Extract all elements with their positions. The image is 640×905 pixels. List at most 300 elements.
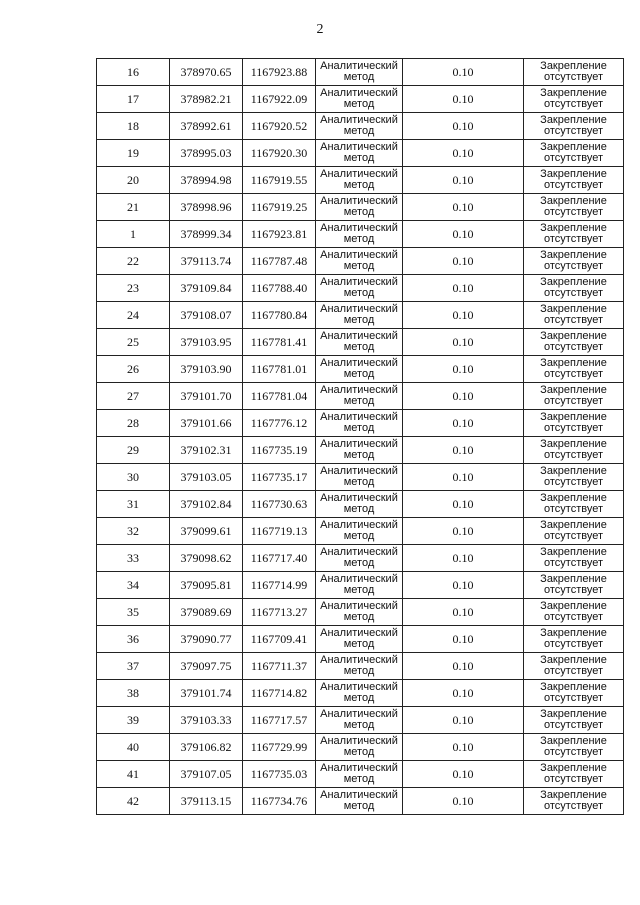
y-coordinate-cell: 1167920.52 — [243, 113, 316, 140]
table-row — [97, 707, 624, 734]
y-coordinate-cell: 1167734.76 — [243, 788, 316, 815]
method-line-1: Аналитический — [320, 276, 398, 288]
method-line-2: метод — [343, 638, 375, 650]
method-line-1: Аналитический — [320, 249, 398, 261]
fixing-line-2: отсутствует — [543, 719, 603, 731]
method-cell — [316, 680, 403, 707]
fixing-cell — [524, 194, 624, 221]
point-number-cell: 20 — [97, 167, 170, 194]
fixing-line-2: отсутствует — [543, 692, 603, 704]
x-coordinate-cell: 379108.07 — [170, 302, 243, 329]
method-cell — [316, 248, 403, 275]
fixing-line-2: отсутствует — [543, 368, 603, 380]
point-number-cell: 33 — [97, 545, 170, 572]
fixing-cell — [524, 275, 624, 302]
method-cell — [316, 491, 403, 518]
fixing-line-2: отсутствует — [543, 341, 603, 353]
fixing-line-2: отсутствует — [543, 638, 603, 650]
fixing-cell — [524, 626, 624, 653]
y-coordinate-cell: 1167719.13 — [243, 518, 316, 545]
y-coordinate-cell: 1167776.12 — [243, 410, 316, 437]
table-row — [97, 167, 624, 194]
accuracy-cell: 0.10 — [403, 599, 524, 626]
y-coordinate-cell: 1167735.03 — [243, 761, 316, 788]
method-line-1: Аналитический — [320, 465, 398, 477]
fixing-cell — [524, 356, 624, 383]
table-row — [97, 653, 624, 680]
method-line-1: Аналитический — [320, 519, 398, 531]
table-row — [97, 410, 624, 437]
fixing-line-1: Закрепление — [540, 87, 607, 99]
fixing-line-2: отсутствует — [543, 449, 603, 461]
fixing-cell — [524, 140, 624, 167]
fixing-line-1: Закрепление — [540, 654, 607, 666]
fixing-cell — [524, 59, 624, 86]
fixing-line-1: Закрепление — [540, 168, 607, 180]
point-number-cell: 30 — [97, 464, 170, 491]
fixing-line-2: отсутствует — [543, 584, 603, 596]
accuracy-cell: 0.10 — [403, 437, 524, 464]
y-coordinate-cell: 1167735.17 — [243, 464, 316, 491]
x-coordinate-cell: 379107.05 — [170, 761, 243, 788]
method-cell — [316, 410, 403, 437]
accuracy-cell: 0.10 — [403, 464, 524, 491]
method-cell — [316, 302, 403, 329]
method-cell — [316, 194, 403, 221]
x-coordinate-cell: 379098.62 — [170, 545, 243, 572]
y-coordinate-cell: 1167922.09 — [243, 86, 316, 113]
table-row — [97, 302, 624, 329]
fixing-line-2: отсутствует — [543, 800, 603, 812]
x-coordinate-cell: 379102.84 — [170, 491, 243, 518]
x-coordinate-cell: 378994.98 — [170, 167, 243, 194]
fixing-cell — [524, 248, 624, 275]
fixing-line-2: отсутствует — [543, 206, 603, 218]
fixing-cell — [524, 410, 624, 437]
accuracy-cell: 0.10 — [403, 86, 524, 113]
y-coordinate-cell: 1167919.55 — [243, 167, 316, 194]
fixing-cell — [524, 383, 624, 410]
point-number-cell: 41 — [97, 761, 170, 788]
method-line-2: метод — [343, 368, 375, 380]
y-coordinate-cell: 1167729.99 — [243, 734, 316, 761]
method-line-2: метод — [343, 206, 375, 218]
point-number-cell: 16 — [97, 59, 170, 86]
fixing-cell — [524, 464, 624, 491]
x-coordinate-cell: 379109.84 — [170, 275, 243, 302]
y-coordinate-cell: 1167923.81 — [243, 221, 316, 248]
x-coordinate-cell: 378998.96 — [170, 194, 243, 221]
accuracy-cell: 0.10 — [403, 518, 524, 545]
method-line-1: Аналитический — [320, 789, 398, 801]
x-coordinate-cell: 378982.21 — [170, 86, 243, 113]
table-row — [97, 788, 624, 815]
fixing-line-1: Закрепление — [540, 627, 607, 639]
method-line-1: Аналитический — [320, 708, 398, 720]
fixing-line-1: Закрепление — [540, 681, 607, 693]
fixing-line-2: отсутствует — [543, 125, 603, 137]
method-line-2: метод — [343, 503, 375, 515]
fixing-cell — [524, 329, 624, 356]
fixing-cell — [524, 491, 624, 518]
method-line-1: Аналитический — [320, 546, 398, 558]
point-number-cell: 19 — [97, 140, 170, 167]
point-number-cell: 1 — [97, 221, 170, 248]
fixing-cell — [524, 302, 624, 329]
accuracy-cell: 0.10 — [403, 275, 524, 302]
accuracy-cell: 0.10 — [403, 302, 524, 329]
method-cell — [316, 140, 403, 167]
y-coordinate-cell: 1167735.19 — [243, 437, 316, 464]
x-coordinate-cell: 378992.61 — [170, 113, 243, 140]
fixing-line-2: отсутствует — [543, 773, 603, 785]
table-row — [97, 86, 624, 113]
accuracy-cell: 0.10 — [403, 545, 524, 572]
method-line-2: метод — [343, 152, 375, 164]
accuracy-cell: 0.10 — [403, 626, 524, 653]
fixing-cell — [524, 707, 624, 734]
y-coordinate-cell: 1167717.40 — [243, 545, 316, 572]
y-coordinate-cell: 1167713.27 — [243, 599, 316, 626]
x-coordinate-cell: 379095.81 — [170, 572, 243, 599]
fixing-line-1: Закрепление — [540, 492, 607, 504]
x-coordinate-cell: 379099.61 — [170, 518, 243, 545]
table-row — [97, 329, 624, 356]
method-line-1: Аналитический — [320, 141, 398, 153]
fixing-line-2: отсутствует — [543, 395, 603, 407]
table-row — [97, 572, 624, 599]
y-coordinate-cell: 1167711.37 — [243, 653, 316, 680]
method-cell — [316, 437, 403, 464]
fixing-line-1: Закрепление — [540, 519, 607, 531]
x-coordinate-cell: 379101.70 — [170, 383, 243, 410]
fixing-line-2: отсутствует — [543, 611, 603, 623]
x-coordinate-cell: 378995.03 — [170, 140, 243, 167]
fixing-line-1: Закрепление — [540, 60, 607, 72]
y-coordinate-cell: 1167730.63 — [243, 491, 316, 518]
method-line-1: Аналитический — [320, 627, 398, 639]
accuracy-cell: 0.10 — [403, 572, 524, 599]
table-row — [97, 140, 624, 167]
accuracy-cell: 0.10 — [403, 59, 524, 86]
fixing-cell — [524, 788, 624, 815]
x-coordinate-cell: 379101.74 — [170, 680, 243, 707]
fixing-cell — [524, 221, 624, 248]
point-number-cell: 39 — [97, 707, 170, 734]
fixing-line-1: Закрепление — [540, 789, 607, 801]
method-line-1: Аналитический — [320, 330, 398, 342]
method-line-2: метод — [343, 476, 375, 488]
y-coordinate-cell: 1167781.04 — [243, 383, 316, 410]
accuracy-cell: 0.10 — [403, 410, 524, 437]
method-line-1: Аналитический — [320, 411, 398, 423]
y-coordinate-cell: 1167923.88 — [243, 59, 316, 86]
point-number-cell: 24 — [97, 302, 170, 329]
point-number-cell: 28 — [97, 410, 170, 437]
fixing-line-2: отсутствует — [543, 665, 603, 677]
fixing-cell — [524, 572, 624, 599]
method-cell — [316, 707, 403, 734]
point-number-cell: 42 — [97, 788, 170, 815]
accuracy-cell: 0.10 — [403, 329, 524, 356]
accuracy-cell: 0.10 — [403, 140, 524, 167]
fixing-line-1: Закрепление — [540, 708, 607, 720]
method-line-1: Аналитический — [320, 654, 398, 666]
method-cell — [316, 356, 403, 383]
x-coordinate-cell: 379102.31 — [170, 437, 243, 464]
page-number: 2 — [316, 22, 324, 37]
table-row — [97, 356, 624, 383]
table-row — [97, 437, 624, 464]
method-line-2: метод — [343, 692, 375, 704]
fixing-line-2: отсутствует — [543, 260, 603, 272]
accuracy-cell: 0.10 — [403, 221, 524, 248]
fixing-line-2: отсутствует — [543, 557, 603, 569]
fixing-line-2: отсутствует — [543, 287, 603, 299]
method-line-2: метод — [343, 584, 375, 596]
fixing-line-1: Закрепление — [540, 114, 607, 126]
y-coordinate-cell: 1167780.84 — [243, 302, 316, 329]
fixing-line-2: отсутствует — [543, 179, 603, 191]
table-row — [97, 383, 624, 410]
fixing-line-2: отсутствует — [543, 746, 603, 758]
fixing-line-1: Закрепление — [540, 465, 607, 477]
fixing-line-2: отсутствует — [543, 476, 603, 488]
method-line-2: метод — [343, 800, 375, 812]
point-number-cell: 27 — [97, 383, 170, 410]
accuracy-cell: 0.10 — [403, 707, 524, 734]
fixing-line-1: Закрепление — [540, 195, 607, 207]
method-line-1: Аналитический — [320, 114, 398, 126]
y-coordinate-cell: 1167714.82 — [243, 680, 316, 707]
method-line-1: Аналитический — [320, 168, 398, 180]
fixing-line-1: Закрепление — [540, 411, 607, 423]
fixing-cell — [524, 734, 624, 761]
method-line-1: Аналитический — [320, 438, 398, 450]
method-cell — [316, 221, 403, 248]
method-line-2: метод — [343, 719, 375, 731]
table-row — [97, 518, 624, 545]
method-line-1: Аналитический — [320, 573, 398, 585]
x-coordinate-cell: 379089.69 — [170, 599, 243, 626]
accuracy-cell: 0.10 — [403, 653, 524, 680]
fixing-line-1: Закрепление — [540, 762, 607, 774]
coordinates-table — [96, 58, 624, 815]
accuracy-cell: 0.10 — [403, 248, 524, 275]
accuracy-cell: 0.10 — [403, 113, 524, 140]
fixing-cell — [524, 599, 624, 626]
table-row — [97, 194, 624, 221]
table-row — [97, 113, 624, 140]
fixing-line-1: Закрепление — [540, 222, 607, 234]
method-line-2: метод — [343, 773, 375, 785]
fixing-line-2: отсутствует — [543, 422, 603, 434]
method-cell — [316, 167, 403, 194]
method-line-1: Аналитический — [320, 492, 398, 504]
method-line-2: метод — [343, 611, 375, 623]
x-coordinate-cell: 379103.95 — [170, 329, 243, 356]
fixing-line-1: Закрепление — [540, 438, 607, 450]
fixing-cell — [524, 680, 624, 707]
method-cell — [316, 113, 403, 140]
accuracy-cell: 0.10 — [403, 491, 524, 518]
fixing-line-1: Закрепление — [540, 573, 607, 585]
method-cell — [316, 761, 403, 788]
table-row — [97, 248, 624, 275]
method-cell — [316, 599, 403, 626]
method-line-2: метод — [343, 665, 375, 677]
method-cell — [316, 626, 403, 653]
table-row — [97, 491, 624, 518]
method-cell — [316, 464, 403, 491]
method-line-2: метод — [343, 530, 375, 542]
method-cell — [316, 275, 403, 302]
point-number-cell: 29 — [97, 437, 170, 464]
fixing-line-2: отсутствует — [543, 233, 603, 245]
fixing-line-2: отсутствует — [543, 98, 603, 110]
accuracy-cell: 0.10 — [403, 383, 524, 410]
fixing-line-2: отсутствует — [543, 71, 603, 83]
y-coordinate-cell: 1167781.41 — [243, 329, 316, 356]
method-line-2: метод — [343, 314, 375, 326]
accuracy-cell: 0.10 — [403, 356, 524, 383]
method-cell — [316, 545, 403, 572]
x-coordinate-cell: 379097.75 — [170, 653, 243, 680]
point-number-cell: 26 — [97, 356, 170, 383]
fixing-line-2: отсутствует — [543, 530, 603, 542]
fixing-line-1: Закрепление — [540, 735, 607, 747]
y-coordinate-cell: 1167717.57 — [243, 707, 316, 734]
method-line-2: метод — [343, 260, 375, 272]
table-row — [97, 734, 624, 761]
method-line-1: Аналитический — [320, 60, 398, 72]
fixing-line-1: Закрепление — [540, 384, 607, 396]
method-line-1: Аналитический — [320, 222, 398, 234]
method-cell — [316, 788, 403, 815]
method-line-2: метод — [343, 557, 375, 569]
x-coordinate-cell: 378970.65 — [170, 59, 243, 86]
x-coordinate-cell: 379090.77 — [170, 626, 243, 653]
fixing-cell — [524, 545, 624, 572]
fixing-line-1: Закрепление — [540, 303, 607, 315]
fixing-cell — [524, 761, 624, 788]
fixing-line-2: отсутствует — [543, 314, 603, 326]
fixing-cell — [524, 86, 624, 113]
point-number-cell: 40 — [97, 734, 170, 761]
x-coordinate-cell: 378999.34 — [170, 221, 243, 248]
method-line-2: метод — [343, 746, 375, 758]
method-line-1: Аналитический — [320, 87, 398, 99]
y-coordinate-cell: 1167709.41 — [243, 626, 316, 653]
x-coordinate-cell: 379103.05 — [170, 464, 243, 491]
table-row — [97, 464, 624, 491]
table-row — [97, 545, 624, 572]
method-line-1: Аналитический — [320, 600, 398, 612]
point-number-cell: 35 — [97, 599, 170, 626]
method-cell — [316, 518, 403, 545]
method-line-2: метод — [343, 179, 375, 191]
method-cell — [316, 86, 403, 113]
table-row — [97, 59, 624, 86]
y-coordinate-cell: 1167714.99 — [243, 572, 316, 599]
x-coordinate-cell: 379113.15 — [170, 788, 243, 815]
fixing-cell — [524, 518, 624, 545]
fixing-cell — [524, 437, 624, 464]
method-line-2: метод — [343, 341, 375, 353]
method-cell — [316, 734, 403, 761]
fixing-line-1: Закрепление — [540, 546, 607, 558]
accuracy-cell: 0.10 — [403, 194, 524, 221]
point-number-cell: 31 — [97, 491, 170, 518]
table-row — [97, 221, 624, 248]
point-number-cell: 17 — [97, 86, 170, 113]
y-coordinate-cell: 1167788.40 — [243, 275, 316, 302]
method-line-1: Аналитический — [320, 735, 398, 747]
accuracy-cell: 0.10 — [403, 734, 524, 761]
fixing-line-1: Закрепление — [540, 600, 607, 612]
method-line-1: Аналитический — [320, 384, 398, 396]
point-number-cell: 34 — [97, 572, 170, 599]
accuracy-cell: 0.10 — [403, 761, 524, 788]
table-row — [97, 761, 624, 788]
point-number-cell: 36 — [97, 626, 170, 653]
fixing-cell — [524, 167, 624, 194]
fixing-line-2: отсутствует — [543, 152, 603, 164]
fixing-line-1: Закрепление — [540, 141, 607, 153]
point-number-cell: 22 — [97, 248, 170, 275]
y-coordinate-cell: 1167781.01 — [243, 356, 316, 383]
point-number-cell: 37 — [97, 653, 170, 680]
method-line-1: Аналитический — [320, 195, 398, 207]
table-row — [97, 275, 624, 302]
point-number-cell: 21 — [97, 194, 170, 221]
y-coordinate-cell: 1167787.48 — [243, 248, 316, 275]
x-coordinate-cell: 379113.74 — [170, 248, 243, 275]
point-number-cell: 32 — [97, 518, 170, 545]
method-line-2: метод — [343, 233, 375, 245]
y-coordinate-cell: 1167919.25 — [243, 194, 316, 221]
method-line-2: метод — [343, 125, 375, 137]
method-cell — [316, 329, 403, 356]
method-line-2: метод — [343, 422, 375, 434]
table-row — [97, 599, 624, 626]
table-row — [97, 626, 624, 653]
method-line-2: метод — [343, 71, 375, 83]
method-line-2: метод — [343, 287, 375, 299]
method-line-1: Аналитический — [320, 357, 398, 369]
x-coordinate-cell: 379103.90 — [170, 356, 243, 383]
point-number-cell: 25 — [97, 329, 170, 356]
method-cell — [316, 653, 403, 680]
method-line-1: Аналитический — [320, 681, 398, 693]
accuracy-cell: 0.10 — [403, 680, 524, 707]
point-number-cell: 38 — [97, 680, 170, 707]
method-cell — [316, 572, 403, 599]
table-row — [97, 680, 624, 707]
fixing-line-1: Закрепление — [540, 249, 607, 261]
fixing-line-1: Закрепление — [540, 330, 607, 342]
point-number-cell: 18 — [97, 113, 170, 140]
fixing-line-1: Закрепление — [540, 357, 607, 369]
table-body — [97, 59, 624, 815]
accuracy-cell: 0.10 — [403, 167, 524, 194]
method-line-2: метод — [343, 98, 375, 110]
x-coordinate-cell: 379106.82 — [170, 734, 243, 761]
fixing-line-2: отсутствует — [543, 503, 603, 515]
method-line-2: метод — [343, 449, 375, 461]
x-coordinate-cell: 379103.33 — [170, 707, 243, 734]
fixing-cell — [524, 653, 624, 680]
